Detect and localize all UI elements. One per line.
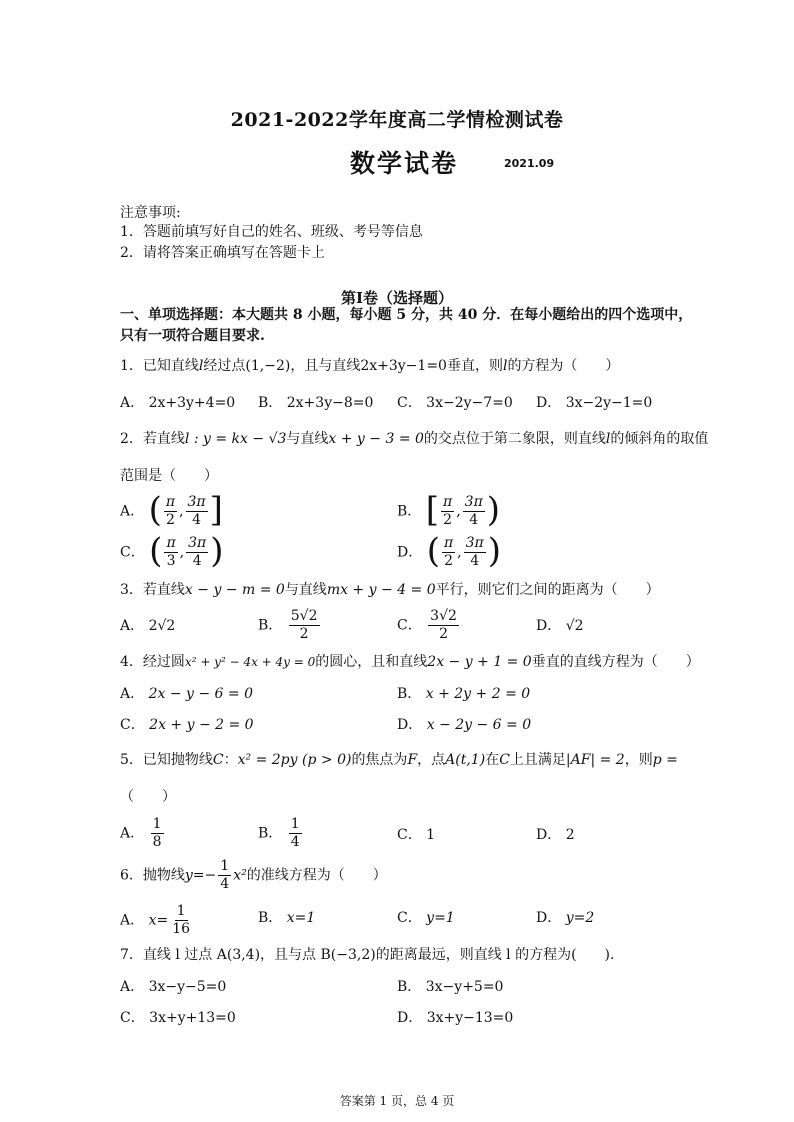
option-c: C． 1 [397, 827, 436, 843]
question-5: 5．已知抛物线C：x² = 2py (p > 0)的焦点为F，点A(t,1)在C上且满足|AF| = 2，则p = [120, 752, 678, 768]
exam-date: 2021.09 [504, 157, 555, 170]
option-c: C． 3x+y+13=0 [120, 1010, 236, 1026]
option-a: A． ( $\frac{\pi}{2}$ , $\frac{3\pi}{4}$ ] [120, 489, 223, 530]
option-c: C． $\frac{3√2}{2}$ [397, 608, 457, 642]
option-a: A． $\frac{1}{8}$ [120, 816, 162, 850]
option-b: B． $\frac{5√2}{2}$ [258, 608, 318, 642]
option-a: A． 3x−y−5=0 [120, 979, 227, 995]
option-a: A． 2x+3y+4=0 [120, 395, 236, 411]
option-b: B． x=1 [258, 910, 316, 926]
question-4: 4．经过圆x² + y² − 4x + 4y = 0的圆心，且和直线2x − y + 1 = 0垂直的直线方程为（ ） [120, 654, 700, 670]
question-3: 3．若直线x − y − m = 0与直线mx + y − 4 = 0平行，则它们之间的距离为（ ） [120, 582, 660, 598]
subject-title: 数学试卷 [350, 149, 459, 178]
option-b: B． $\frac{1}{4}$ [258, 816, 300, 850]
question-number: 3． [120, 582, 143, 598]
option-d: D． x − 2y − 6 = 0 [397, 717, 532, 733]
notice-item: 1．答题前填写好自己的姓名、班级、考号等信息 [120, 224, 423, 240]
exam-title: 2021-2022学年度高二学情检测试卷 [230, 109, 564, 131]
question-1: 1．已知直线l经过点(1,−2)，且与直线2x+3y−1=0垂直，则l的方程为（ ） [120, 358, 620, 374]
page-footer: 答案第 1 页，总 4 页 [339, 1094, 455, 1108]
option-d: D． 2 [536, 827, 575, 843]
question-2-continued: 范围是（ ） [120, 468, 218, 484]
question-number: 6． [120, 867, 143, 884]
option-c: C． ( $\frac{\pi}{3}$ , $\frac{3\pi}{4}$ ) [120, 530, 224, 571]
option-c: C． 3x−2y−7=0 [397, 395, 513, 411]
option-c: C． 2x + y − 2 = 0 [120, 717, 254, 733]
section-title: 第I卷（选择题） [340, 289, 454, 307]
option-b: B． 2x+3y−8=0 [258, 395, 374, 411]
option-d: D． ( $\frac{\pi}{2}$ , $\frac{3\pi}{4}$ ) [397, 530, 501, 571]
question-2: 2．若直线l : y = kx − √3与直线x + y − 3 = 0的交点位于第二象限，则直线l的倾斜角的取值 [120, 431, 709, 447]
option-b: B． x + 2y + 2 = 0 [397, 686, 531, 702]
option-b: B． 3x−y+5=0 [397, 979, 504, 995]
option-d: D． √2 [536, 618, 584, 634]
question-6: 6．抛物线y=− $\frac{1}{4}$ x²的准线方程为（ ） [120, 858, 387, 892]
option-d: D． 3x−2y−1=0 [536, 395, 653, 411]
question-number: 7． [120, 947, 143, 963]
question-number: 5． [120, 752, 143, 768]
question-5-continued: （ ） [120, 789, 176, 805]
notice-heading: 注意事项: [120, 205, 181, 221]
question-number: 1． [120, 358, 143, 374]
question-7: 7．直线 l 过点 A(3,4)，且与点 B(−3,2)的距离最远，则直线 l 的方程为( )． [120, 947, 625, 963]
option-a: A． 2x − y − 6 = 0 [120, 686, 253, 702]
option-c: C． y=1 [397, 910, 455, 926]
section-instruction: 只有一项符合题目要求. [120, 328, 265, 344]
section-instruction: 一、单项选择题：本大题共 8 小题，每小题 5 分，共 40 分．在每小题给出的四个选项中， [120, 307, 693, 323]
option-d: D． 3x+y−13=0 [397, 1010, 514, 1026]
option-b: B． [ $\frac{\pi}{2}$ , $\frac{3\pi}{4}$ ) [397, 489, 501, 530]
option-a: A． 2√2 [120, 618, 176, 634]
notice-item: 2．请将答案正确填写在答题卡上 [120, 245, 325, 261]
question-number: 4． [120, 654, 143, 670]
question-number: 2． [120, 431, 143, 447]
option-d: D． y=2 [536, 910, 595, 926]
option-a: A． x= $\frac{1}{16}$ [120, 903, 191, 937]
